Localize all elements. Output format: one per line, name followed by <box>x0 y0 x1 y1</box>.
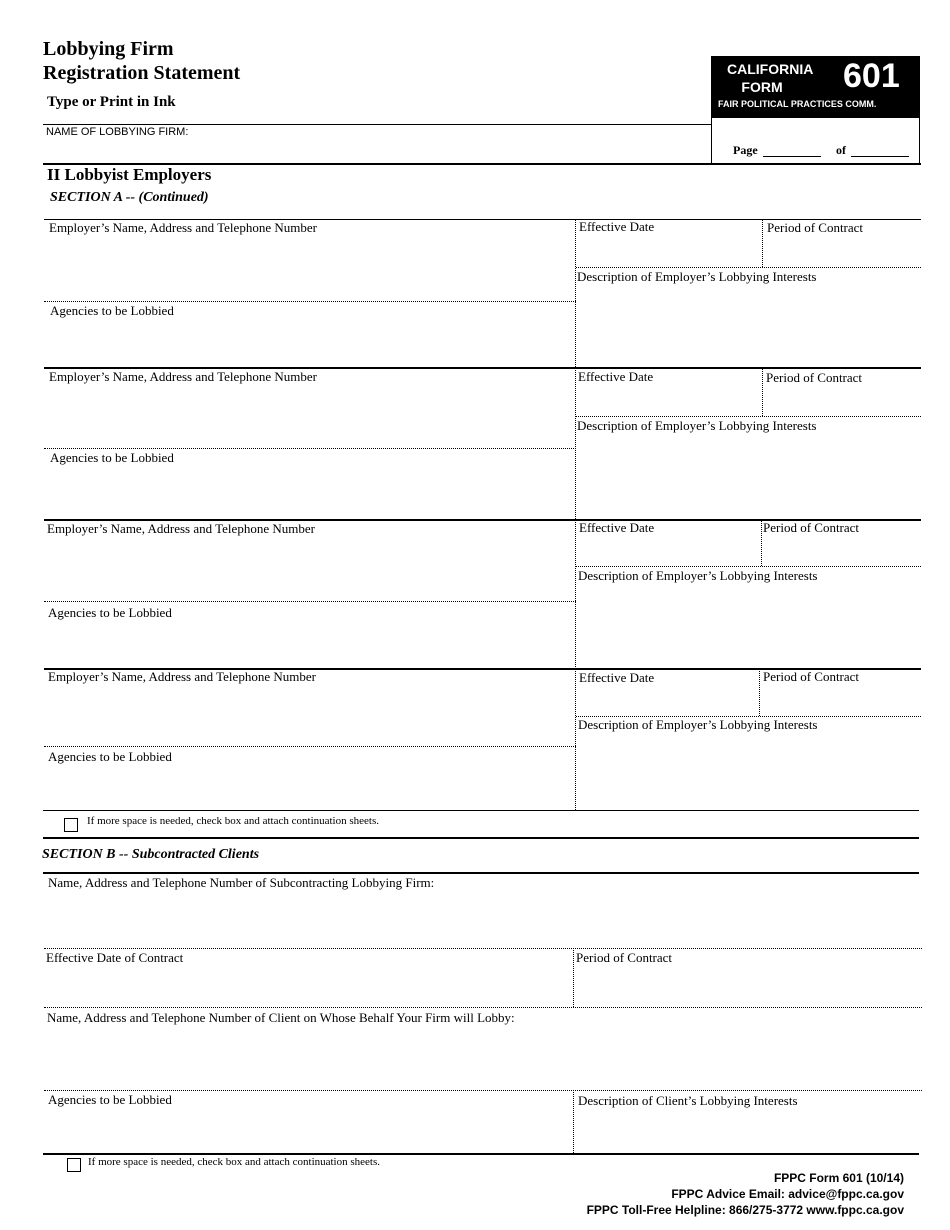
page-number-field[interactable] <box>763 156 821 157</box>
form-state-label: CALIFORNIA <box>727 61 814 77</box>
effective-date-of-contract-field[interactable] <box>46 968 570 1004</box>
lobbying-firm-name-field[interactable] <box>44 140 708 162</box>
agencies-b-label: Agencies to be Lobbied <box>48 1092 172 1107</box>
effective-date-label: Effective Date <box>579 670 655 685</box>
effective-date-field[interactable] <box>579 386 759 414</box>
period-of-contract-field[interactable] <box>765 537 918 564</box>
page-total-field[interactable] <box>851 156 909 157</box>
agencies-field[interactable] <box>46 467 572 517</box>
employer-name-label: Employer’s Name, Address and Telephone Number <box>49 220 317 235</box>
effective-date-field[interactable] <box>579 537 758 564</box>
description-label: Description of Employer’s Lobbying Interests <box>578 568 818 583</box>
agencies-label: Agencies to be Lobbied <box>50 450 174 465</box>
lobbying-firm-name-label: NAME OF LOBBYING FIRM: <box>46 126 189 138</box>
period-of-contract-label: Period of Contract <box>763 669 860 684</box>
effective-date-of-contract-label: Effective Date of Contract <box>46 950 184 965</box>
client-field[interactable] <box>46 1028 916 1086</box>
page-label: Page <box>733 143 758 157</box>
employer-name-label: Employer’s Name, Address and Telephone Number <box>49 369 317 384</box>
period-of-contract-field[interactable] <box>766 236 918 264</box>
agencies-b-field[interactable] <box>46 1110 570 1150</box>
description-label: Description of Employer’s Lobbying Interests <box>578 717 818 732</box>
period-of-contract-label: Period of Contract <box>767 220 864 235</box>
form-title-line2: Registration Statement <box>43 62 241 84</box>
of-label: of <box>836 143 846 157</box>
description-field[interactable] <box>579 586 918 666</box>
agency-label: FAIR POLITICAL PRACTICES COMM. <box>718 99 877 109</box>
employer-name-field[interactable] <box>46 687 572 743</box>
form-number-box <box>711 56 920 118</box>
agencies-label: Agencies to be Lobbied <box>50 303 174 318</box>
period-of-contract-b-label: Period of Contract <box>576 950 673 965</box>
form-title-line1: Lobbying Firm <box>43 38 174 60</box>
footer-form-id: FPPC Form 601 (10/14) <box>773 1171 904 1185</box>
subcontracting-firm-label: Name, Address and Telephone Number of Subcontracting Lobbying Firm: <box>48 875 435 890</box>
agencies-field[interactable] <box>46 320 572 364</box>
period-of-contract-b-field[interactable] <box>577 968 918 1004</box>
effective-date-field[interactable] <box>579 236 759 264</box>
client-description-label: Description of Client’s Lobbying Interests <box>578 1093 798 1108</box>
employer-name-field[interactable] <box>46 386 572 446</box>
instruction-text: Type or Print in Ink <box>47 94 176 110</box>
section-b-title: SECTION B -- Subcontracted Clients <box>42 847 260 862</box>
agencies-label: Agencies to be Lobbied <box>48 749 172 764</box>
effective-date-label: Effective Date <box>578 369 654 384</box>
period-of-contract-label: Period of Contract <box>763 520 860 535</box>
agencies-label: Agencies to be Lobbied <box>48 605 172 620</box>
period-of-contract-field[interactable] <box>763 688 918 714</box>
description-field[interactable] <box>579 286 918 364</box>
client-description-field[interactable] <box>577 1110 918 1150</box>
agencies-field[interactable] <box>46 766 572 808</box>
employer-name-field[interactable] <box>46 538 572 598</box>
description-label: Description of Employer’s Lobbying Interests <box>577 418 817 433</box>
continuation-checkbox-b[interactable] <box>67 1158 81 1172</box>
period-of-contract-field[interactable] <box>766 386 918 414</box>
description-field[interactable] <box>579 735 918 807</box>
effective-date-label: Effective Date <box>579 520 655 535</box>
footer-helpline: FPPC Toll-Free Helpline: 866/275-3772 www.fppc.ca.gov <box>586 1203 904 1217</box>
form-word-label: FORM <box>741 79 783 95</box>
continuation-checkbox[interactable] <box>64 818 78 832</box>
agencies-field[interactable] <box>46 622 572 666</box>
continuation-note: If more space is needed, check box and attach continuation sheets. <box>87 815 379 827</box>
client-label: Name, Address and Telephone Number of Client on Whose Behalf Your Firm will Lobby: <box>47 1010 515 1025</box>
footer-advice-email: FPPC Advice Email: advice@fppc.ca.gov <box>671 1187 904 1201</box>
description-field[interactable] <box>579 436 918 516</box>
employer-name-label: Employer’s Name, Address and Telephone Number <box>47 521 315 536</box>
continuation-note-b: If more space is needed, check box and attach continuation sheets. <box>88 1156 380 1168</box>
employer-name-field[interactable] <box>46 238 572 298</box>
section-a-title: SECTION A -- (Continued) <box>50 190 209 205</box>
period-of-contract-label: Period of Contract <box>766 370 863 385</box>
form-number: 601 <box>843 57 900 95</box>
subcontracting-firm-field[interactable] <box>46 893 916 945</box>
effective-date-label: Effective Date <box>579 219 655 234</box>
header-divider <box>43 124 712 125</box>
section-ii-title: II Lobbyist Employers <box>47 165 212 184</box>
effective-date-field[interactable] <box>579 688 756 714</box>
description-label: Description of Employer’s Lobbying Interests <box>577 269 817 284</box>
employer-name-label: Employer’s Name, Address and Telephone Number <box>48 669 316 684</box>
